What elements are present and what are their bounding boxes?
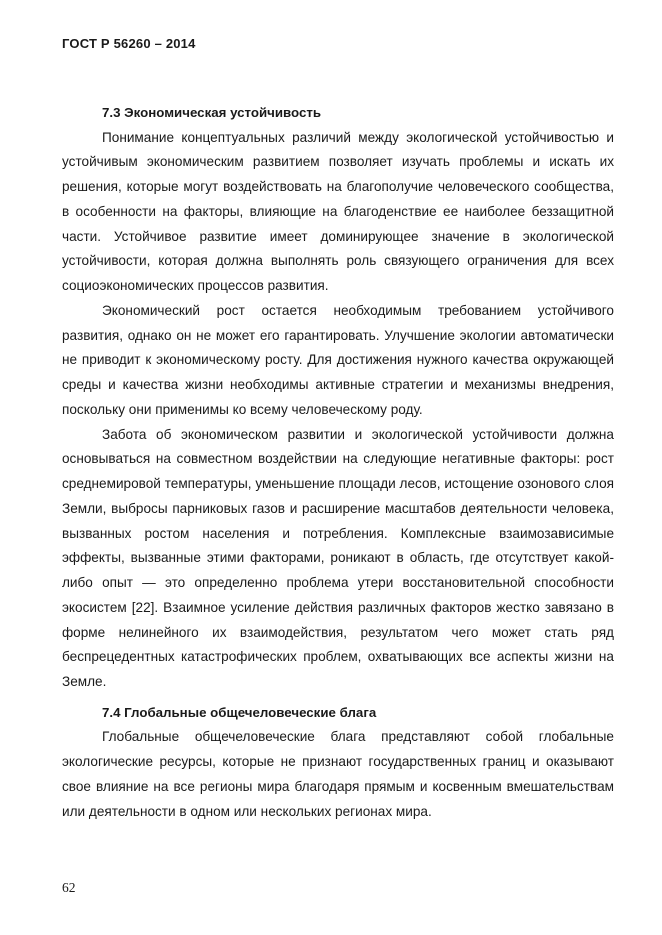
section-heading-7-4: 7.4 Глобальные общечеловеческие блага: [102, 704, 377, 720]
paragraph-7-3-3: Забота об экономическом развитии и экологической устойчивости должна основываться на совместном воздействии на следующие негативные факторы: рост среднемировой температуры, уменьшение площади лесов, истощение озонового слоя Земли, выбросы парниковых газов и расширение масштабов деятельности человека, вызванных ростом населения и потребления. Комплексные взаимозависимые эффекты, вызванные этими факторами, роникают в область, где отсутствует какой-либо опыт — это определенно проблема утери восстановительной способности экосистем [22]. Взаимное усиление действия различных факторов жестко завязано в форме нелинейного их взаимодействия, результатом чего может стать ряд беспрецедентных катастрофических проблем, охватывающих все аспекты жизни на Земле.: [62, 426, 614, 690]
paragraph-7-3-2: Экономический рост остается необходимым требованием устойчивого развития, однако он не может его гарантировать. Улучшение экологии автоматически не приводит к экономическому росту. Для достижения нужного качества окружающей среды и качества жизни необходимы активные стратегии и механизмы внедрения, поскольку они применимы ко всему человеческому роду.: [62, 302, 614, 417]
section-heading-7-3: 7.3 Экономическая устойчивость: [102, 105, 322, 120]
paragraph-7-4-1: Глобальные общечеловеческие блага представляют собой глобальные экологические ресурсы, которые не признают государственных границ и оказывают свое влияние на все регионы мира благодаря прямым и косвенным вмешательствам или деятельности в одном или нескольких регионах мира.: [62, 729, 614, 819]
document-header: ГОСТ Р 56260 – 2014: [62, 36, 196, 51]
page-number: 62: [62, 880, 76, 895]
document-body: [62, 101, 614, 824]
paragraph-7-3-1: Понимание концептуальных различий между экологической устойчивостью и устойчивым экономическим развитием позволяет изучать проблемы и искать их решения, которые могут воздействовать на благополучие человеческого сообщества, в особенности на факторы, влияющие на благоденствие ее наиболее беззащитной части. Устойчивое развитие имеет доминирующее значение в экологической устойчивости, которая должна выполнять роль связующего ограничения для всех социоэкономических процессов развития.: [62, 129, 614, 294]
